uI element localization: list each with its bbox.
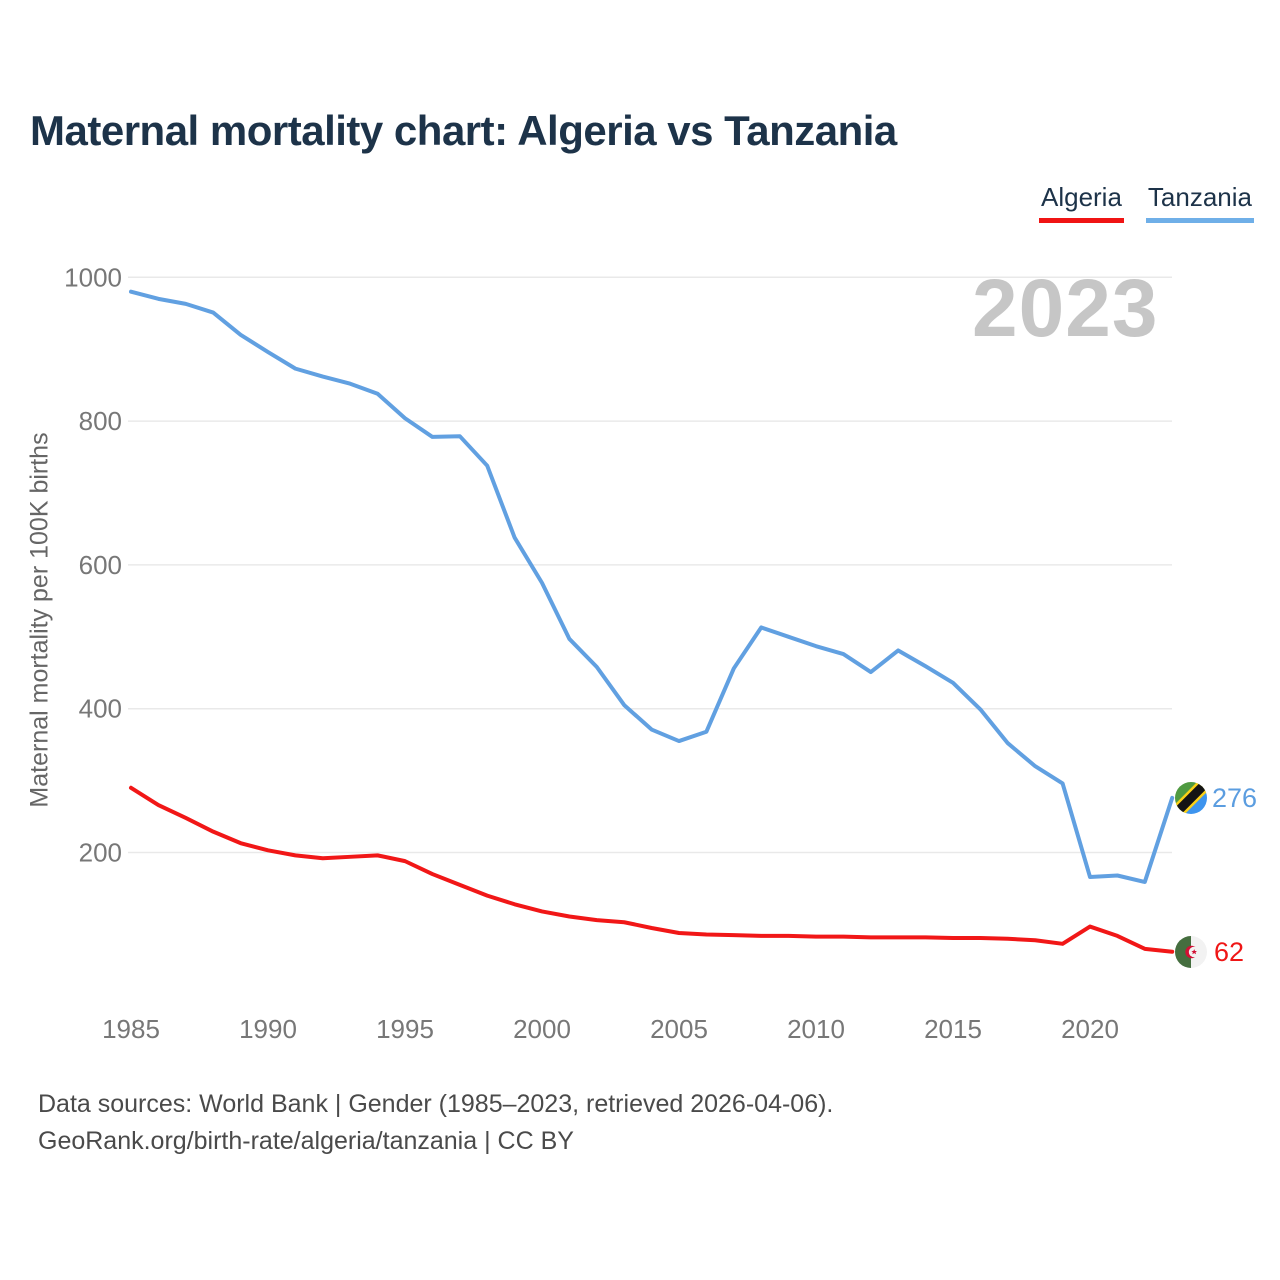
y-axis-title: Maternal mortality per 100K births xyxy=(25,432,54,808)
tanzania-flag-icon xyxy=(1175,782,1207,814)
page-title: Maternal mortality chart: Algeria vs Tanzania xyxy=(30,107,897,154)
y-tick-label: 800 xyxy=(78,406,122,437)
y-tick-label: 400 xyxy=(78,693,122,724)
x-tick-label: 2005 xyxy=(650,1014,708,1044)
x-tick-label: 2015 xyxy=(924,1014,982,1044)
x-tick-label: 1985 xyxy=(102,1014,160,1044)
legend-item-algeria[interactable]: Algeria xyxy=(1039,182,1124,223)
algeria-end-value-label: 62 xyxy=(1214,937,1245,967)
algeria-line xyxy=(131,788,1172,952)
footer-source-line: Data sources: World Bank | Gender (1985–2023, retrieved 2026-04-06). xyxy=(38,1090,834,1118)
tanzania-line xyxy=(131,292,1172,882)
y-tick-label: 200 xyxy=(78,837,122,868)
y-tick-label: 1000 xyxy=(64,262,122,293)
watermark-year: 2023 xyxy=(972,263,1159,354)
y-tick-label: 600 xyxy=(78,549,122,580)
x-tick-label: 1995 xyxy=(376,1014,434,1044)
x-tick-label: 2010 xyxy=(787,1014,845,1044)
footer-attribution-line: GeoRank.org/birth-rate/algeria/tanzania | CC BY xyxy=(38,1127,574,1155)
algeria-flag-icon xyxy=(1175,936,1207,968)
legend-item-tanzania[interactable]: Tanzania xyxy=(1146,182,1254,223)
tanzania-end-value-label: 276 xyxy=(1212,783,1258,813)
x-tick-label: 1990 xyxy=(239,1014,297,1044)
x-tick-label: 2000 xyxy=(513,1014,571,1044)
x-tick-label: 2020 xyxy=(1061,1014,1119,1044)
footer xyxy=(38,1086,833,1160)
